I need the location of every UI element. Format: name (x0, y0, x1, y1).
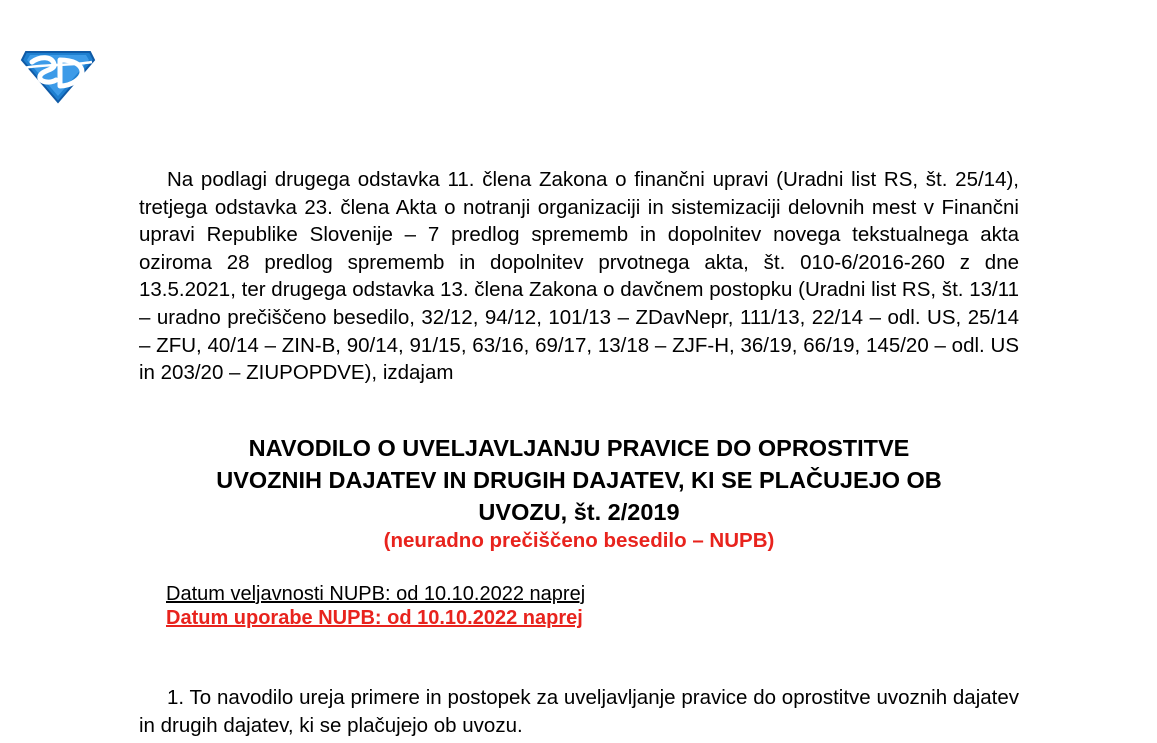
title-line-3: UVOZU, št. 2/2019 (478, 499, 680, 525)
document-title (139, 432, 1019, 528)
document-subtitle: (neuradno prečiščeno besedilo – NUPB) (383, 529, 775, 552)
financna-uprava-logo (20, 46, 96, 104)
diamond-logo-icon (20, 46, 96, 104)
intro-paragraph: Na podlagi drugega odstavka 11. člena Zakona o finančni upravi (Uradni list RS, št. 25/14), tretjega odstavka 23. člena Akta o notranji organizaciji in sistemizaciji delovnih mest v Finančni upravi Republike Slovenije – 7 predlog sprememb in dopolnitev novega tekstualnega akta oziroma 28 predlog sprememb in dopolnitev prvotnega akta, št. 010-6/2016-260 z dne 13.5.2021, ter drugega odstavka 13. člena Zakona o davčnem postopku (Uradni list RS, št. 13/11 – uradno prečiščeno besedilo, 32/12, 94/12, 101/13 – ZDavNepr, 111/13, 22/14 – odl. US, 25/14 – ZFU, 40/14 – ZIN-B, 90/14, 91/15, 63/16, 69/17, 13/18 – ZJF-H, 36/19, 66/19, 145/20 – odl. US in 203/20 – ZIUPOPDVE), izdajam (139, 168, 1019, 385)
use-date: Datum uporabe NUPB: od 10.10.2022 naprej (166, 607, 583, 629)
point-1-paragraph: 1. To navodilo ureja primere in postopek za uveljavljanje pravice do oprostitve uvoznih dajatev in drugih dajatev, ki se plačujejo ob uvozu. (139, 686, 1019, 737)
title-line-2: UVOZNIH DAJATEV IN DRUGIH DAJATEV, KI SE PLAČUJEJO OB (216, 467, 942, 493)
title-line-1: NAVODILO O UVELJAVLJANJU PRAVICE DO OPROSTITVE (248, 435, 910, 461)
validity-date: Datum veljavnosti NUPB: od 10.10.2022 naprej (166, 583, 586, 605)
